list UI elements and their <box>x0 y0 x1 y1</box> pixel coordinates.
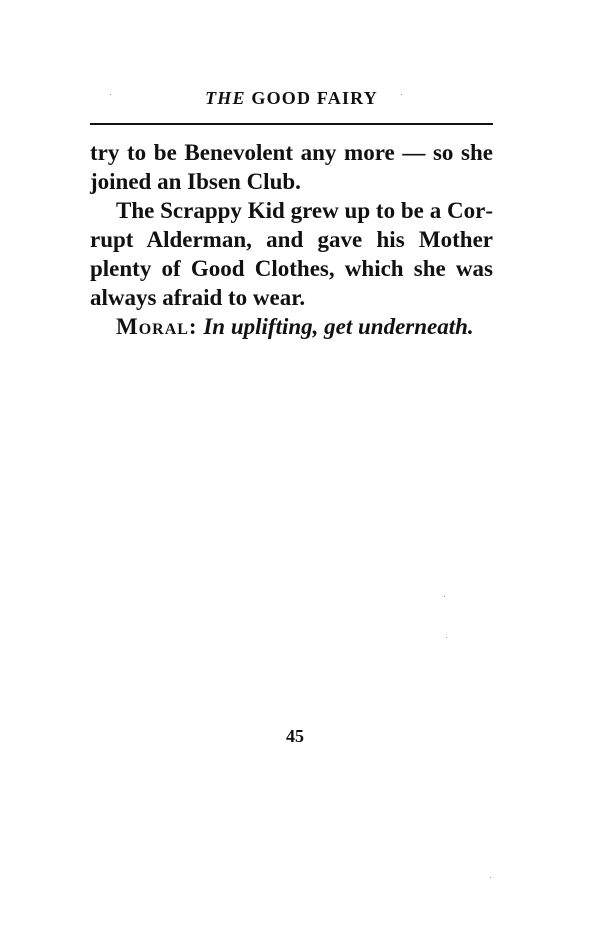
moral-text: In uplifting, get underneath. <box>203 314 474 339</box>
paper-speck <box>446 637 447 638</box>
paper-speck <box>401 94 402 95</box>
paper-speck <box>444 596 445 597</box>
running-head <box>90 88 493 109</box>
body-text <box>90 138 493 341</box>
running-head-title: GOOD FAIRY <box>251 88 378 108</box>
running-head-article: THE <box>205 88 246 108</box>
paper-speck <box>110 94 111 95</box>
moral-line <box>90 312 493 341</box>
paragraph-continuation: try to be Benevolent any more — so she joined an Ibsen Club. <box>90 140 493 194</box>
page-number: 45 <box>286 726 304 746</box>
paper-speck <box>490 877 491 878</box>
paragraph-scrappy-kid: The Scrappy Kid grew up to be a Corrupt Alderman, and gave his Mother plenty of Good Clothes, which she was always afraid to wear. <box>90 198 493 310</box>
moral-label: Moral: <box>116 314 198 339</box>
header-rule <box>90 123 493 125</box>
